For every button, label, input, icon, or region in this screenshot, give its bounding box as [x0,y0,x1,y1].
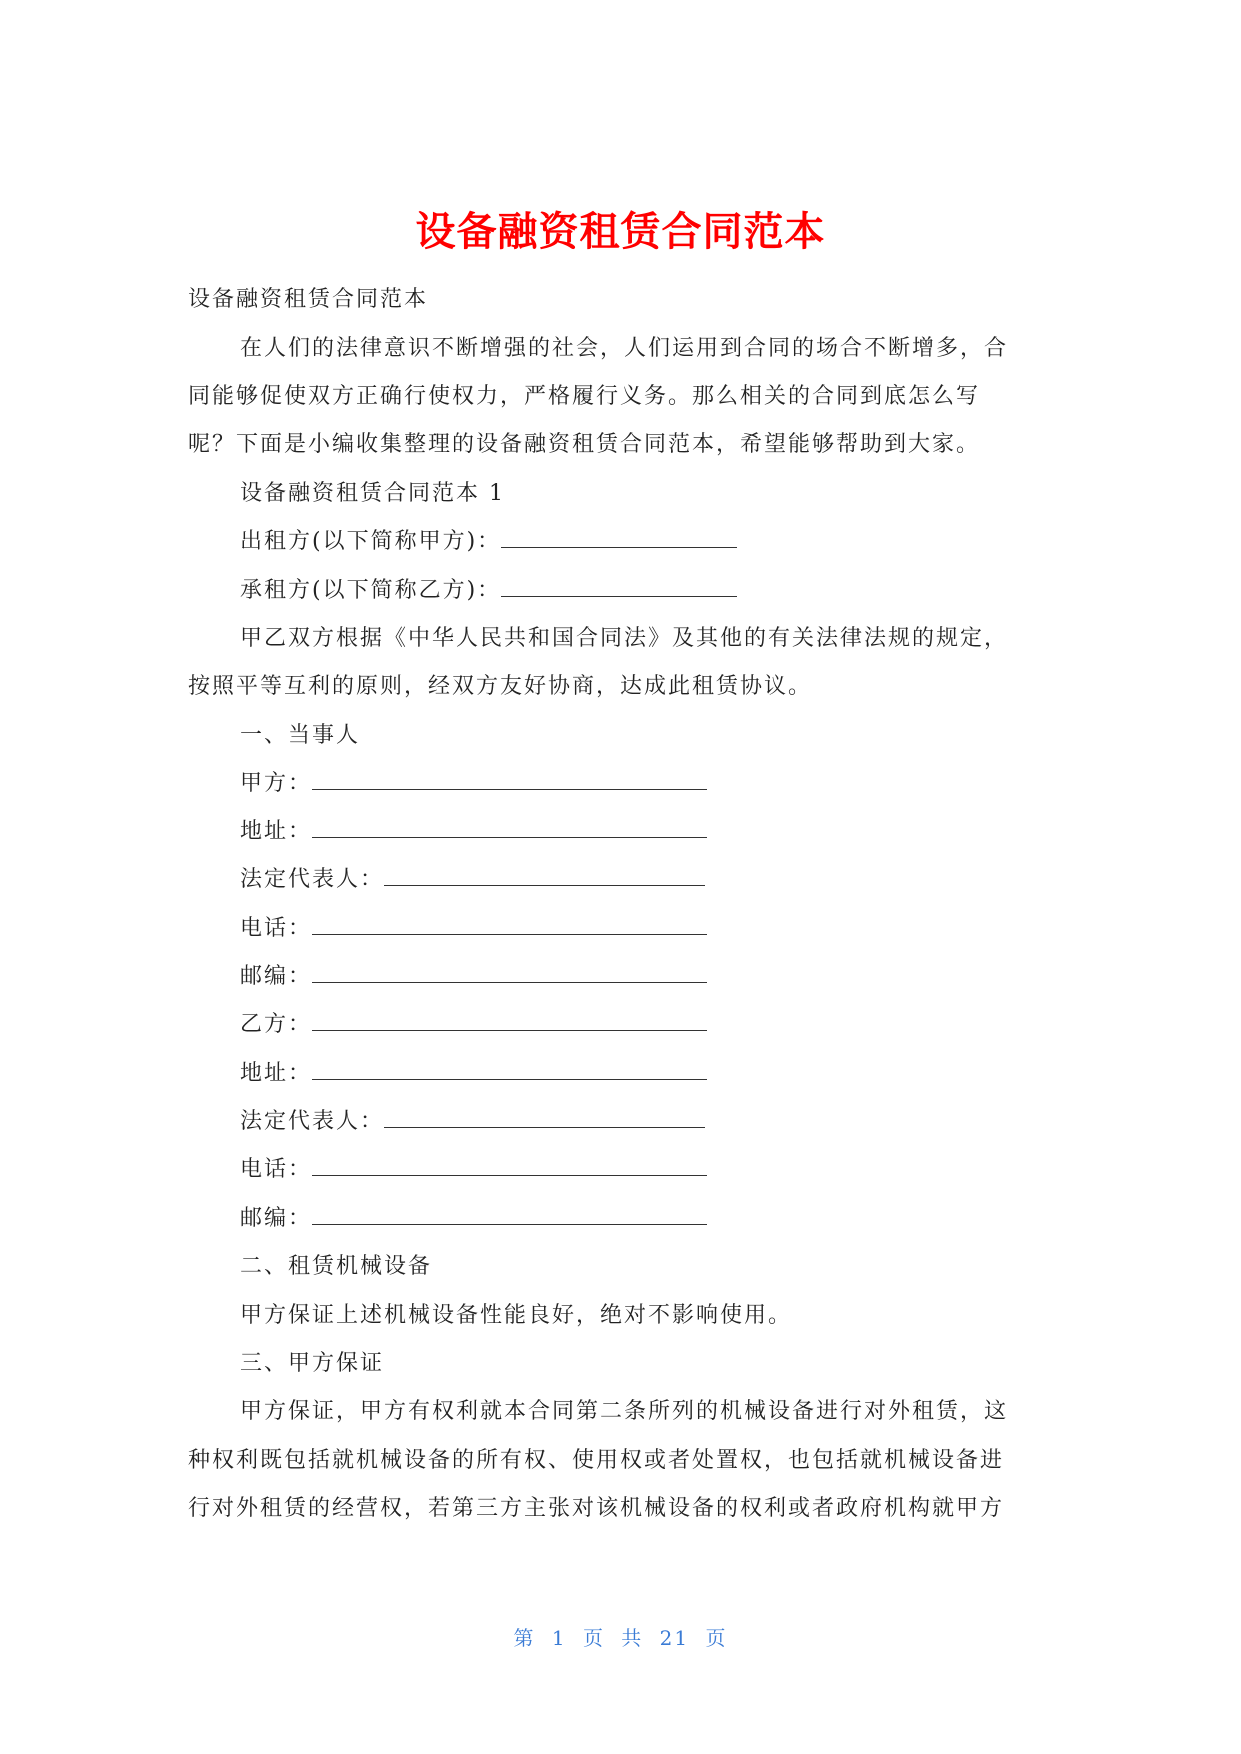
party-b-representative-label: 法定代表人： [240,1109,385,1134]
party-b-phone-blank[interactable] [312,1155,707,1176]
party-a-label: 甲方： [240,771,313,796]
equipment-text: 甲方保证上述机械设备性能良好，绝对不影响使用。 [240,1303,793,1328]
party-a-representative-field[interactable] [240,865,705,895]
party-a-phone-blank[interactable] [312,914,707,935]
party-a-phone-label: 电话： [240,916,313,941]
party-b-address-label: 地址： [240,1061,313,1086]
party-b-postcode-label: 邮编： [240,1206,313,1231]
intro-line-2: 同能够促使双方正确行使权力，严格履行义务。那么相关的合同到底怎么写 [188,384,981,409]
lessee-label: 承租方(以下简称乙方)： [240,578,502,603]
party-b-representative-blank[interactable] [384,1107,705,1128]
lessor-blank[interactable] [501,527,737,548]
party-b-phone-label: 电话： [240,1157,313,1182]
page-number-footer: 第 1 页 共 21 页 [513,1626,728,1650]
guarantee-line-1: 甲方保证，甲方有权利就本合同第二条所列的机械设备进行对外租赁，这 [240,1399,1009,1424]
party-b-address-field[interactable] [240,1059,707,1089]
party-a-blank[interactable] [312,769,707,790]
party-a-representative-blank[interactable] [384,865,705,886]
party-b-postcode-blank[interactable] [312,1204,707,1225]
lessee-field[interactable] [240,576,737,606]
party-a-field[interactable] [240,769,707,799]
lessor-field[interactable] [240,527,737,557]
lessor-label: 出租方(以下简称甲方)： [240,529,502,554]
document-subtitle: 设备融资租赁合同范本 [188,287,429,312]
party-a-address-label: 地址： [240,819,313,844]
guarantee-heading: 三、甲方保证 [240,1351,385,1376]
party-a-phone-field[interactable] [240,914,707,944]
party-b-postcode-field[interactable] [240,1204,707,1234]
party-a-address-blank[interactable] [312,817,707,838]
party-a-postcode-blank[interactable] [312,962,707,983]
intro-line-3: 呢？下面是小编收集整理的设备融资租赁合同范本，希望能够帮助到大家。 [188,432,981,457]
party-a-postcode-field[interactable] [240,962,707,992]
party-b-phone-field[interactable] [240,1155,707,1185]
document-title: 设备融资租赁合同范本 [415,209,826,255]
party-a-representative-label: 法定代表人： [240,867,385,892]
agreement-line-2: 按照平等互利的原则，经双方友好协商，达成此租赁协议。 [188,674,813,699]
intro-line-1: 在人们的法律意识不断增强的社会，人们运用到合同的场合不断增多，合 [240,336,1009,361]
lessee-blank[interactable] [501,576,737,597]
party-a-address-field[interactable] [240,817,707,847]
party-b-label: 乙方： [240,1012,313,1037]
agreement-line-1: 甲乙双方根据《中华人民共和国合同法》及其他的有关法律法规的规定， [240,626,1009,651]
party-b-address-blank[interactable] [312,1059,707,1080]
party-b-field[interactable] [240,1010,707,1040]
equipment-heading: 二、租赁机械设备 [240,1254,433,1279]
guarantee-line-2: 种权利既包括就机械设备的所有权、使用权或者处置权，也包括就机械设备进 [188,1448,1005,1473]
section-title: 设备融资租赁合同范本 1 [240,481,505,506]
guarantee-line-3: 行对外租赁的经营权，若第三方主张对该机械设备的权利或者政府机构就甲方 [188,1496,1005,1521]
party-a-postcode-label: 邮编： [240,964,313,989]
party-b-representative-field[interactable] [240,1107,705,1137]
party-b-blank[interactable] [312,1010,707,1031]
parties-heading: 一、当事人 [240,723,361,748]
